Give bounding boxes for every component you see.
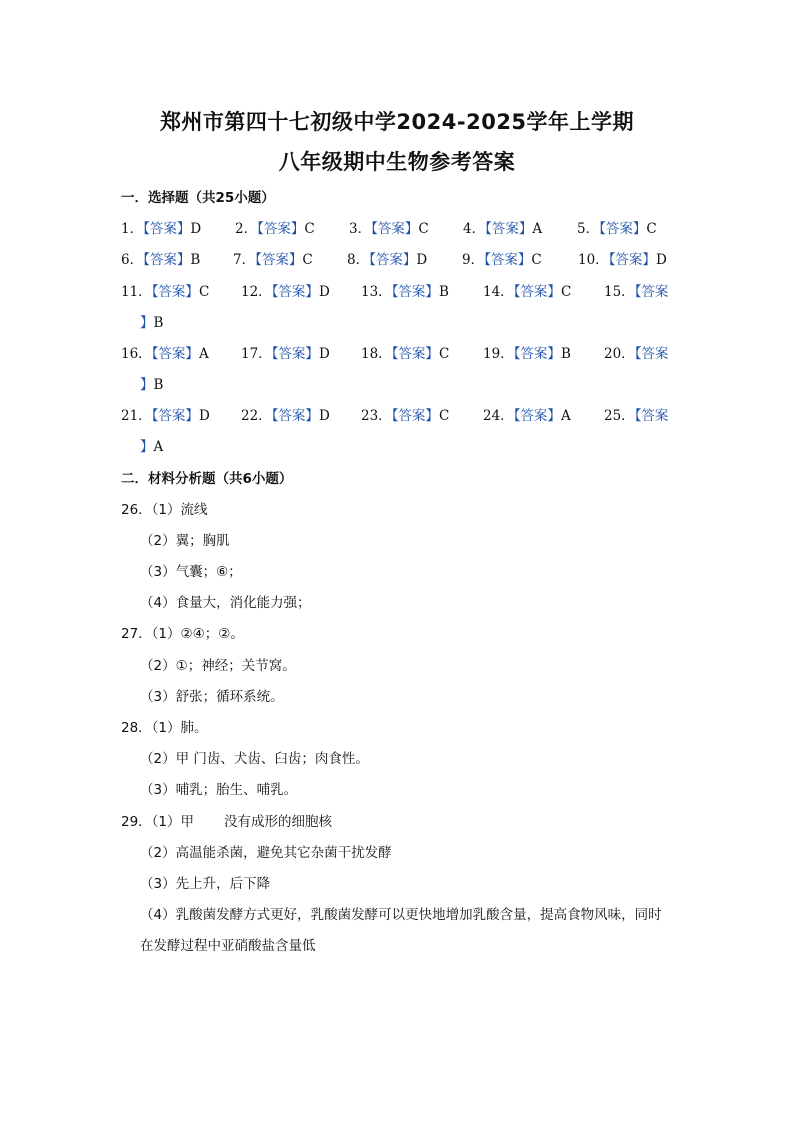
answer-label: 【答案 bbox=[634, 346, 669, 362]
answer-item: 22．【答案】D bbox=[241, 408, 330, 424]
answer-item: 8．【答案】D bbox=[347, 252, 428, 268]
answer-label: 【答案】 bbox=[485, 221, 533, 237]
answer-item: 2．【答案】C bbox=[235, 221, 315, 237]
answer-label: 【答案】 bbox=[151, 408, 199, 424]
answer-item: 20．【答案 bbox=[604, 346, 669, 362]
q29-part3: （3）先上升，后下降 bbox=[140, 876, 271, 892]
answer-item: 1．【答案】D bbox=[121, 221, 202, 237]
answer-label: 【答案】 bbox=[369, 252, 417, 268]
answer-label: 【答案】 bbox=[371, 221, 419, 237]
answer-label: 【答案】 bbox=[271, 408, 319, 424]
answer-label: 【答案】 bbox=[271, 346, 319, 362]
answer-item: 15．【答案 bbox=[604, 284, 669, 300]
answer-item-continued: 】A bbox=[140, 439, 164, 455]
answer-label: 【答案】 bbox=[513, 284, 561, 300]
q28-part2: （2）甲 门齿、犬齿、臼齿；肉食性。 bbox=[140, 751, 369, 767]
page-title: 郑州市第四十七初级中学2024-2025学年上学期 bbox=[159, 110, 635, 134]
answer-item: 13．【答案】B bbox=[361, 284, 449, 300]
answer-item: 23．【答案】C bbox=[361, 408, 450, 424]
answer-label: 【答案】 bbox=[143, 252, 191, 268]
answer-label: 【答案】 bbox=[255, 252, 303, 268]
answer-label: 【答案】 bbox=[391, 408, 439, 424]
answer-row bbox=[121, 342, 681, 362]
answer-item: 9．【答案】C bbox=[462, 252, 542, 268]
answer-label: 【答案】 bbox=[391, 346, 439, 362]
page-subtitle: 八年级期中生物参考答案 bbox=[278, 150, 516, 174]
answer-item: 10．【答案】D bbox=[578, 252, 667, 268]
answer-item: 3．【答案】C bbox=[349, 221, 429, 237]
answer-item: 16．【答案】A bbox=[121, 346, 209, 362]
answer-label: 【答案】 bbox=[513, 408, 561, 424]
q27-part3: （3）舒张；循环系统。 bbox=[140, 689, 284, 705]
answer-label: 【答案】 bbox=[513, 346, 561, 362]
answer-label: 【答案】 bbox=[484, 252, 532, 268]
answer-label: 【答案】 bbox=[257, 221, 305, 237]
answer-label: 【答案】 bbox=[271, 284, 319, 300]
section-heading-material-analysis: 二．材料分析题（共6小题） bbox=[121, 471, 293, 487]
q29-part1: 29．（1）甲 没有成形的细胞核 bbox=[121, 814, 333, 830]
answer-label: 【答案 bbox=[634, 408, 669, 424]
q27-part1: 27．（1）②④；②。 bbox=[121, 626, 244, 642]
answer-label: 【答案】 bbox=[143, 221, 191, 237]
answer-item: 21．【答案】D bbox=[121, 408, 210, 424]
answer-item-continued: 】B bbox=[140, 377, 164, 393]
answer-row bbox=[121, 280, 681, 300]
answer-row bbox=[121, 248, 681, 268]
answer-row bbox=[121, 217, 681, 237]
q28-part3: （3）哺乳；胎生、哺乳。 bbox=[140, 782, 298, 798]
answer-label: 【答案】 bbox=[599, 221, 647, 237]
answer-label: 【答案】 bbox=[391, 284, 439, 300]
answer-item-continued: 】B bbox=[140, 315, 164, 331]
q26-part3: （3）气囊；⑥； bbox=[140, 564, 242, 580]
q26-part4: （4）食量大，消化能力强； bbox=[140, 595, 311, 611]
answer-label: 【答案】 bbox=[151, 284, 199, 300]
answer-item: 12．【答案】D bbox=[241, 284, 330, 300]
answer-item: 19．【答案】B bbox=[483, 346, 571, 362]
answer-item: 17．【答案】D bbox=[241, 346, 330, 362]
q29-part4-continued: 在发酵过程中亚硝酸盐含量低 bbox=[140, 938, 316, 954]
answer-item: 18．【答案】C bbox=[361, 346, 450, 362]
answer-item: 14．【答案】C bbox=[483, 284, 572, 300]
answer-item: 24．【答案】A bbox=[483, 408, 571, 424]
answer-label: 【答案 bbox=[634, 284, 669, 300]
q26-part1: 26．（1）流线 bbox=[121, 502, 208, 518]
answer-label: 【答案】 bbox=[608, 252, 656, 268]
q29-part4: （4）乳酸菌发酵方式更好，乳酸菌发酵可以更快地增加乳酸含量，提高食物风味，同时 bbox=[140, 907, 662, 923]
answer-row bbox=[121, 404, 681, 424]
section-heading-multiple-choice: 一．选择题（共25小题） bbox=[121, 190, 275, 206]
q26-part2: （2）翼；胸肌 bbox=[140, 533, 230, 549]
q28-part1: 28．（1）肺。 bbox=[121, 720, 208, 736]
q27-part2: （2）①；神经；关节窝。 bbox=[140, 658, 296, 674]
answer-label: 【答案】 bbox=[151, 346, 199, 362]
answer-item: 4．【答案】A bbox=[463, 221, 543, 237]
answer-item: 25．【答案 bbox=[604, 408, 669, 424]
answer-item: 5．【答案】C bbox=[577, 221, 657, 237]
answer-item: 6．【答案】B bbox=[121, 252, 201, 268]
answer-item: 11．【答案】C bbox=[121, 284, 210, 300]
answer-item: 7．【答案】C bbox=[233, 252, 313, 268]
q29-part2: （2）高温能杀菌，避免其它杂菌干扰发酵 bbox=[140, 845, 392, 861]
